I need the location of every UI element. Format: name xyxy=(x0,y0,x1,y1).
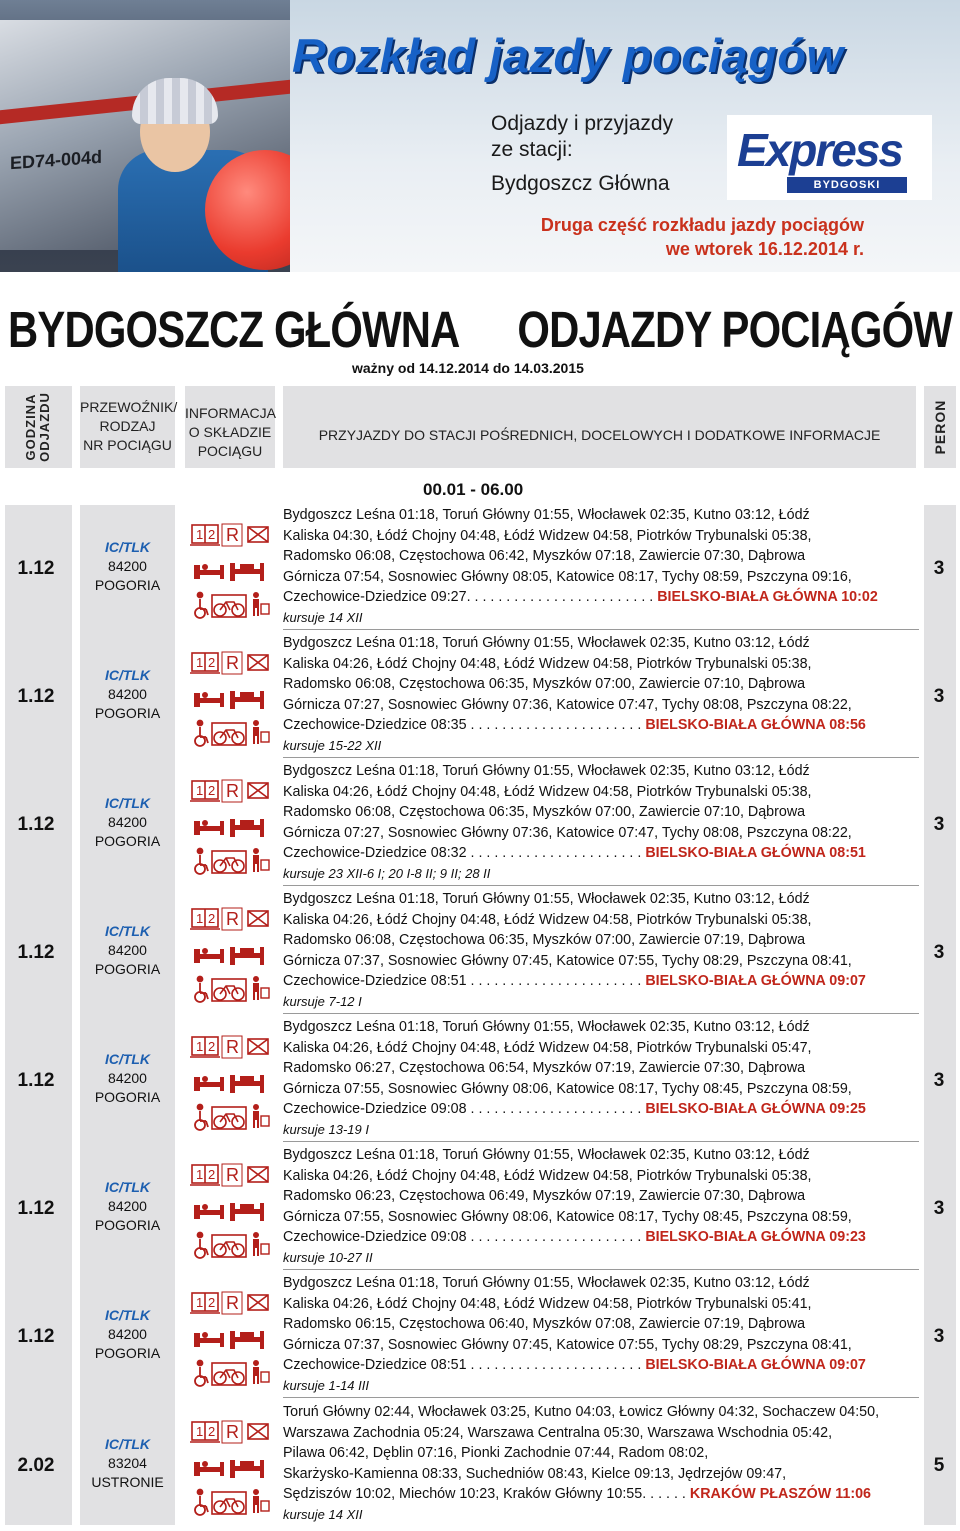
svg-text:1: 1 xyxy=(196,783,204,798)
mail-icon xyxy=(248,1167,268,1182)
row-divider xyxy=(283,757,919,758)
couchette-icon xyxy=(194,1332,224,1347)
train-type: IC/TLK xyxy=(104,795,151,811)
sleeper-icon xyxy=(230,1075,264,1093)
carrier-info xyxy=(80,1050,175,1107)
mail-icon xyxy=(248,1295,268,1310)
reservation-icon xyxy=(222,652,242,674)
stops-text: Bydgoszcz Leśna 01:18, Toruń Główny 01:55, Włocławek 02:35, Kutno 03:12, Łódź Kaliska 04:26, Łódź Chojny 04:48, Łódź Widzew 04:58, Piotrków Trybunalski 05:38, Radomsko 06:08, Częstochowa 06:35, Myszków 07:00, Zawiercie 07:10, Dąbrowa Górnicza 07:27, Sosnowiec Główny 07:36, Katowice 07:47, Tychy 08:08, Pszczyna 08:22, Czechowice-Dziedzice 08:32 . . . . . . . . . . . . . . . . . . . . . . BIELSKO-BIAŁA GŁÓWNA 08:51 kursuje 23 XII-6 I; 20 I-8 II; 9 II; 28 II xyxy=(283,761,916,884)
couchette-icon xyxy=(194,948,224,963)
header-time: GODZINA ODJAZDU xyxy=(5,386,72,468)
class-1-2-icon xyxy=(190,525,220,545)
train-number: 84200 xyxy=(108,1198,147,1214)
wheelchair-icon xyxy=(195,849,208,875)
stops-text: Bydgoszcz Leśna 01:18, Toruń Główny 01:55, Włocławek 02:35, Kutno 03:12, Łódź Kaliska 04:30, Łódź Chojny 04:48, Łódź Widzew 04:58, Piotrków Trybunalski 05:38, Radomsko 06:08, Częstochowa 06:42, Myszków 07:18, Zawiercie 07:30, Dąbrowa Górnicza 07:54, Sosnowiec Główny 08:05, Katowice 08:17, Tychy 08:59, Pszczyna 09:16, Czechowice-Dziedzice 09:27. . . . . . . . . . . . . . . . . . . . . . . . BIELSKO-BIAŁA GŁÓWNA 10:02 kursuje 14 XII xyxy=(283,505,916,628)
train-type: IC/TLK xyxy=(104,1051,151,1067)
header-info: INFORMACJA O SKŁADZIE POCIĄGU xyxy=(185,386,275,468)
child-icon xyxy=(253,1360,269,1384)
wheelchair-icon xyxy=(195,721,208,747)
destination: BIELSKO-BIAŁA GŁÓWNA 09:25 xyxy=(645,1101,866,1117)
svg-text:R: R xyxy=(226,1422,239,1442)
svg-text:R: R xyxy=(226,781,239,801)
svg-text:R: R xyxy=(226,525,239,545)
header-peron: PERON xyxy=(924,386,956,468)
class-1-2-icon xyxy=(190,1165,220,1185)
svg-text:2: 2 xyxy=(208,527,216,542)
reservation-icon xyxy=(222,1164,242,1186)
train-number: 84200 xyxy=(108,686,147,702)
platform-number: 3 xyxy=(933,942,945,963)
row-divider xyxy=(283,885,919,886)
class-1-2-icon xyxy=(190,781,220,801)
destination: BIELSKO-BIAŁA GŁÓWNA 09:07 xyxy=(645,1357,866,1373)
departure-time: 2.02 xyxy=(17,1455,55,1476)
composition-icons xyxy=(190,507,272,629)
composition-icons xyxy=(190,1404,272,1526)
class-1-2-icon xyxy=(190,909,220,929)
platform-number: 5 xyxy=(933,1455,945,1476)
train-name: POGORIA xyxy=(94,1217,161,1233)
validity-period: ważny od 14.12.2014 do 14.03.2015 xyxy=(352,360,584,376)
row-divider xyxy=(283,1269,919,1270)
carrier-info xyxy=(80,1435,175,1492)
stops-text: Bydgoszcz Leśna 01:18, Toruń Główny 01:55, Włocławek 02:35, Kutno 03:12, Łódź Kaliska 04:26, Łódź Chojny 04:48, Łódź Widzew 04:58, Piotrków Trybunalski 05:38, Radomsko 06:23, Częstochowa 06:49, Myszków 07:19, Zawiercie 07:30, Dąbrowa Górnicza 07:55, Sosnowiec Główny 08:06, Katowice 08:17, Tychy 08:45, Pszczyna 08:59, Czechowice-Dziedzice 09:08 . . . . . . . . . . . . . . . . . . . . . . BIELSKO-BIAŁA GŁÓWNA 09:23 kursuje 10-27 II xyxy=(283,1145,916,1268)
train-type: IC/TLK xyxy=(104,539,151,555)
destination: BIELSKO-BIAŁA GŁÓWNA 09:23 xyxy=(645,1229,866,1245)
edition-note: Druga część rozkładu jazdy pociągów we wtorek 16.12.2014 r. xyxy=(540,215,864,259)
header-banner xyxy=(0,0,960,272)
train-name: POGORIA xyxy=(94,1089,161,1105)
svg-text:2: 2 xyxy=(208,911,216,926)
sleeper-icon xyxy=(230,947,264,965)
svg-text:2: 2 xyxy=(208,655,216,670)
departure-time: 1.12 xyxy=(17,1070,55,1091)
page-title: Rozkład jazdy pociągów xyxy=(292,29,844,82)
svg-text:2: 2 xyxy=(208,783,216,798)
platform-number: 3 xyxy=(933,1198,945,1219)
svg-text:1: 1 xyxy=(196,1167,204,1182)
bicycle-icon xyxy=(212,723,246,745)
platform-number: 3 xyxy=(933,1326,945,1347)
wheelchair-icon xyxy=(195,1105,208,1131)
svg-text:R: R xyxy=(226,1293,239,1313)
bicycle-icon xyxy=(212,1492,246,1514)
svg-text:1: 1 xyxy=(196,1039,204,1054)
wheelchair-icon xyxy=(195,1361,208,1387)
svg-text:2: 2 xyxy=(208,1039,216,1054)
svg-text:1: 1 xyxy=(196,911,204,926)
carrier-info xyxy=(80,922,175,979)
train-type: IC/TLK xyxy=(104,923,151,939)
sleeper-icon xyxy=(230,1203,264,1221)
runs-note: kursuje 14 XII xyxy=(283,609,363,625)
runs-note: kursuje 13-19 I xyxy=(283,1121,369,1137)
train-name: USTRONIE xyxy=(91,1474,164,1490)
destination: BIELSKO-BIAŁA GŁÓWNA 10:02 xyxy=(657,589,878,605)
wheelchair-icon xyxy=(195,593,208,619)
child-icon xyxy=(253,720,269,744)
bicycle-icon xyxy=(212,1107,246,1129)
runs-note: kursuje 23 XII-6 I; 20 I-8 II; 9 II; 28 II xyxy=(283,865,491,881)
platform-number: 3 xyxy=(933,686,945,707)
departure-time: 1.12 xyxy=(17,814,55,835)
stops-text: Bydgoszcz Leśna 01:18, Toruń Główny 01:55, Włocławek 02:35, Kutno 03:12, Łódź Kaliska 04:26, Łódź Chojny 04:48, Łódź Widzew 04:58, Piotrków Trybunalski 05:38, Radomsko 06:08, Częstochowa 06:35, Myszków 07:00, Zawiercie 07:19, Dąbrowa Górnicza 07:37, Sosnowiec Główny 07:45, Katowice 07:55, Tychy 08:29, Pszczyna 08:41, Czechowice-Dziedzice 08:51 . . . . . . . . . . . . . . . . . . . . . . BIELSKO-BIAŁA GŁÓWNA 09:07 kursuje 7-12 I xyxy=(283,889,916,1012)
mail-icon xyxy=(248,783,268,798)
class-1-2-icon xyxy=(190,1293,220,1313)
composition-icons xyxy=(190,763,272,885)
train-type: IC/TLK xyxy=(104,1436,151,1452)
mail-icon xyxy=(248,655,268,670)
reservation-icon xyxy=(222,1292,242,1314)
svg-text:R: R xyxy=(226,653,239,673)
departure-time: 1.12 xyxy=(17,1326,55,1347)
timetable-type: ODJAZDY POCIĄGÓW xyxy=(517,301,952,358)
departure-time: 1.12 xyxy=(17,686,55,707)
departure-time: 1.12 xyxy=(17,1198,55,1219)
destination: BIELSKO-BIAŁA GŁÓWNA 08:56 xyxy=(645,717,866,733)
train-type: IC/TLK xyxy=(104,667,151,683)
station-name: BYDGOSZCZ GŁÓWNA xyxy=(8,301,460,358)
train-name: POGORIA xyxy=(94,1345,161,1361)
class-1-2-icon xyxy=(190,1037,220,1057)
stops-text: Toruń Główny 02:44, Włocławek 03:25, Kutno 04:03, Łowicz Główny 04:32, Sochaczew 04:50, Warszawa Zachodnia 05:24, Warszawa Centralna 05:30, Warszawa Wschodnia 05:42, Pilawa 06:42, Dęblin 07:16, Pionki Zachodnie 07:44, Radom 08:02, Skarżysko-Kamienna 08:33, Suchedniów 08:43, Kielce 09:13, Jędrzejów 09:47, Sędziszów 10:02, Miechów 10:23, Kraków Główny 10:55. . . . . . KRAKÓW PŁASZÓW 11:06 kursuje 14 XII xyxy=(283,1402,916,1525)
child-icon xyxy=(253,848,269,872)
runs-note: kursuje 15-22 XII xyxy=(283,737,382,753)
carrier-info xyxy=(80,1306,175,1363)
station-subtitle: Odjazdy i przyjazdy ze stacji: Bydgoszcz Główna xyxy=(491,112,674,195)
runs-note: kursuje 1-14 III xyxy=(283,1377,369,1393)
svg-text:1: 1 xyxy=(196,1424,204,1439)
svg-text:1: 1 xyxy=(196,655,204,670)
departure-time: 1.12 xyxy=(17,942,55,963)
sleeper-icon xyxy=(230,563,264,581)
svg-text:2: 2 xyxy=(208,1167,216,1182)
couchette-icon xyxy=(194,692,224,707)
time-range: 00.01 - 06.00 xyxy=(423,480,524,499)
train-number: 83204 xyxy=(108,1455,147,1471)
carrier-info xyxy=(80,538,175,595)
child-icon xyxy=(253,976,269,1000)
stops-text: Bydgoszcz Leśna 01:18, Toruń Główny 01:55, Włocławek 02:35, Kutno 03:12, Łódź Kaliska 04:26, Łódź Chojny 04:48, Łódź Widzew 04:58, Piotrków Trybunalski 05:47, Radomsko 06:27, Częstochowa 06:54, Myszków 07:19, Zawiercie 07:30, Dąbrowa Górnicza 07:55, Sosnowiec Główny 08:06, Katowice 08:17, Tychy 08:45, Pszczyna 08:59, Czechowice-Dziedzice 09:08 . . . . . . . . . . . . . . . . . . . . . . BIELSKO-BIAŁA GŁÓWNA 09:25 kursuje 13-19 I xyxy=(283,1017,916,1140)
destination: BIELSKO-BIAŁA GŁÓWNA 08:51 xyxy=(645,845,866,861)
train-number: 84200 xyxy=(108,1326,147,1342)
runs-note: kursuje 10-27 II xyxy=(283,1249,373,1265)
couchette-icon xyxy=(194,1204,224,1219)
couchette-icon xyxy=(194,1076,224,1091)
class-1-2-icon xyxy=(190,1422,220,1442)
composition-icons xyxy=(190,891,272,1013)
platform-number: 3 xyxy=(933,814,945,835)
reservation-icon xyxy=(222,524,242,546)
mail-icon xyxy=(248,527,268,542)
mail-icon xyxy=(248,1424,268,1439)
stops-text: Bydgoszcz Leśna 01:18, Toruń Główny 01:55, Włocławek 02:35, Kutno 03:12, Łódź Kaliska 04:26, Łódź Chojny 04:48, Łódź Widzew 04:58, Piotrków Trybunalski 05:38, Radomsko 06:08, Częstochowa 06:35, Myszków 07:00, Zawiercie 07:10, Dąbrowa Górnicza 07:27, Sosnowiec Główny 07:36, Katowice 07:47, Tychy 08:08, Pszczyna 08:22, Czechowice-Dziedzice 08:35 . . . . . . . . . . . . . . . . . . . . . . BIELSKO-BIAŁA GŁÓWNA 08:56 kursuje 15-22 XII xyxy=(283,633,916,756)
carrier-info xyxy=(80,666,175,723)
carrier-info xyxy=(80,794,175,851)
bicycle-icon xyxy=(212,851,246,873)
wheelchair-icon xyxy=(195,1233,208,1259)
express-bydgoski-logo: Express BYDGOSKI xyxy=(727,115,932,200)
runs-note: kursuje 14 XII xyxy=(283,1506,363,1522)
child-icon xyxy=(253,1104,269,1128)
sleeper-icon xyxy=(230,819,264,837)
train-number: 84200 xyxy=(108,558,147,574)
reservation-icon xyxy=(222,1036,242,1058)
bicycle-icon xyxy=(212,1363,246,1385)
child-icon xyxy=(253,592,269,616)
wheelchair-icon xyxy=(195,977,208,1003)
bicycle-icon xyxy=(212,595,246,617)
wheelchair-icon xyxy=(195,1490,208,1516)
reservation-icon xyxy=(222,780,242,802)
row-divider xyxy=(283,1397,919,1398)
train-type: IC/TLK xyxy=(104,1307,151,1323)
sleeper-icon xyxy=(230,691,264,709)
train-type: IC/TLK xyxy=(104,1179,151,1195)
train-photo-label: ED74-004d xyxy=(10,146,103,174)
row-divider xyxy=(283,1141,919,1142)
bicycle-icon xyxy=(212,1235,246,1257)
composition-icons xyxy=(190,1147,272,1269)
header-stops: PRZYJAZDY DO STACJI POŚREDNICH, DOCELOWYCH I DODATKOWE INFORMACJE xyxy=(283,386,916,468)
reservation-icon xyxy=(222,908,242,930)
svg-text:2: 2 xyxy=(208,1424,216,1439)
mail-icon xyxy=(248,1039,268,1054)
composition-icons xyxy=(190,1275,272,1397)
carrier-info xyxy=(80,1178,175,1235)
svg-text:R: R xyxy=(226,1165,239,1185)
couchette-icon xyxy=(194,1461,224,1476)
couchette-icon xyxy=(194,820,224,835)
train-name: POGORIA xyxy=(94,833,161,849)
train-number: 84200 xyxy=(108,1070,147,1086)
header-carrier: PRZEWOŹNIK/ RODZAJ NR POCIĄGU xyxy=(80,386,175,468)
class-1-2-icon xyxy=(190,653,220,673)
svg-text:1: 1 xyxy=(196,1295,204,1310)
departure-time: 1.12 xyxy=(17,558,55,579)
composition-icons xyxy=(190,635,272,757)
svg-text:2: 2 xyxy=(208,1295,216,1310)
reservation-icon xyxy=(222,1421,242,1443)
train-number: 84200 xyxy=(108,942,147,958)
mail-icon xyxy=(248,911,268,926)
row-divider xyxy=(283,1013,919,1014)
sleeper-icon xyxy=(230,1331,264,1349)
child-icon xyxy=(253,1232,269,1256)
train-photo xyxy=(0,0,290,272)
couchette-icon xyxy=(194,564,224,579)
destination: KRAKÓW PŁASZÓW 11:06 xyxy=(689,1486,871,1502)
train-name: POGORIA xyxy=(94,705,161,721)
runs-note: kursuje 7-12 I xyxy=(283,993,362,1009)
stops-text: Bydgoszcz Leśna 01:18, Toruń Główny 01:55, Włocławek 02:35, Kutno 03:12, Łódź Kaliska 04:26, Łódź Chojny 04:48, Łódź Widzew 04:58, Piotrków Trybunalski 05:41, Radomsko 06:15, Częstochowa 06:40, Myszków 07:08, Zawiercie 07:19, Dąbrowa Górnicza 07:37, Sosnowiec Główny 07:45, Katowice 07:55, Tychy 08:29, Pszczyna 08:41, Czechowice-Dziedzice 08:51 . . . . . . . . . . . . . . . . . . . . . . BIELSKO-BIAŁA GŁÓWNA 09:07 kursuje 1-14 III xyxy=(283,1273,916,1396)
bicycle-icon xyxy=(212,979,246,1001)
train-name: POGORIA xyxy=(94,961,161,977)
child-icon xyxy=(253,1489,269,1513)
sleeper-icon xyxy=(230,1460,264,1478)
svg-text:R: R xyxy=(226,1037,239,1057)
platform-number: 3 xyxy=(933,558,945,579)
destination: BIELSKO-BIAŁA GŁÓWNA 09:07 xyxy=(645,973,866,989)
svg-text:R: R xyxy=(226,909,239,929)
platform-number: 3 xyxy=(933,1070,945,1091)
train-name: POGORIA xyxy=(94,577,161,593)
train-number: 84200 xyxy=(108,814,147,830)
row-divider xyxy=(283,629,919,630)
composition-icons xyxy=(190,1019,272,1141)
svg-text:1: 1 xyxy=(196,527,204,542)
